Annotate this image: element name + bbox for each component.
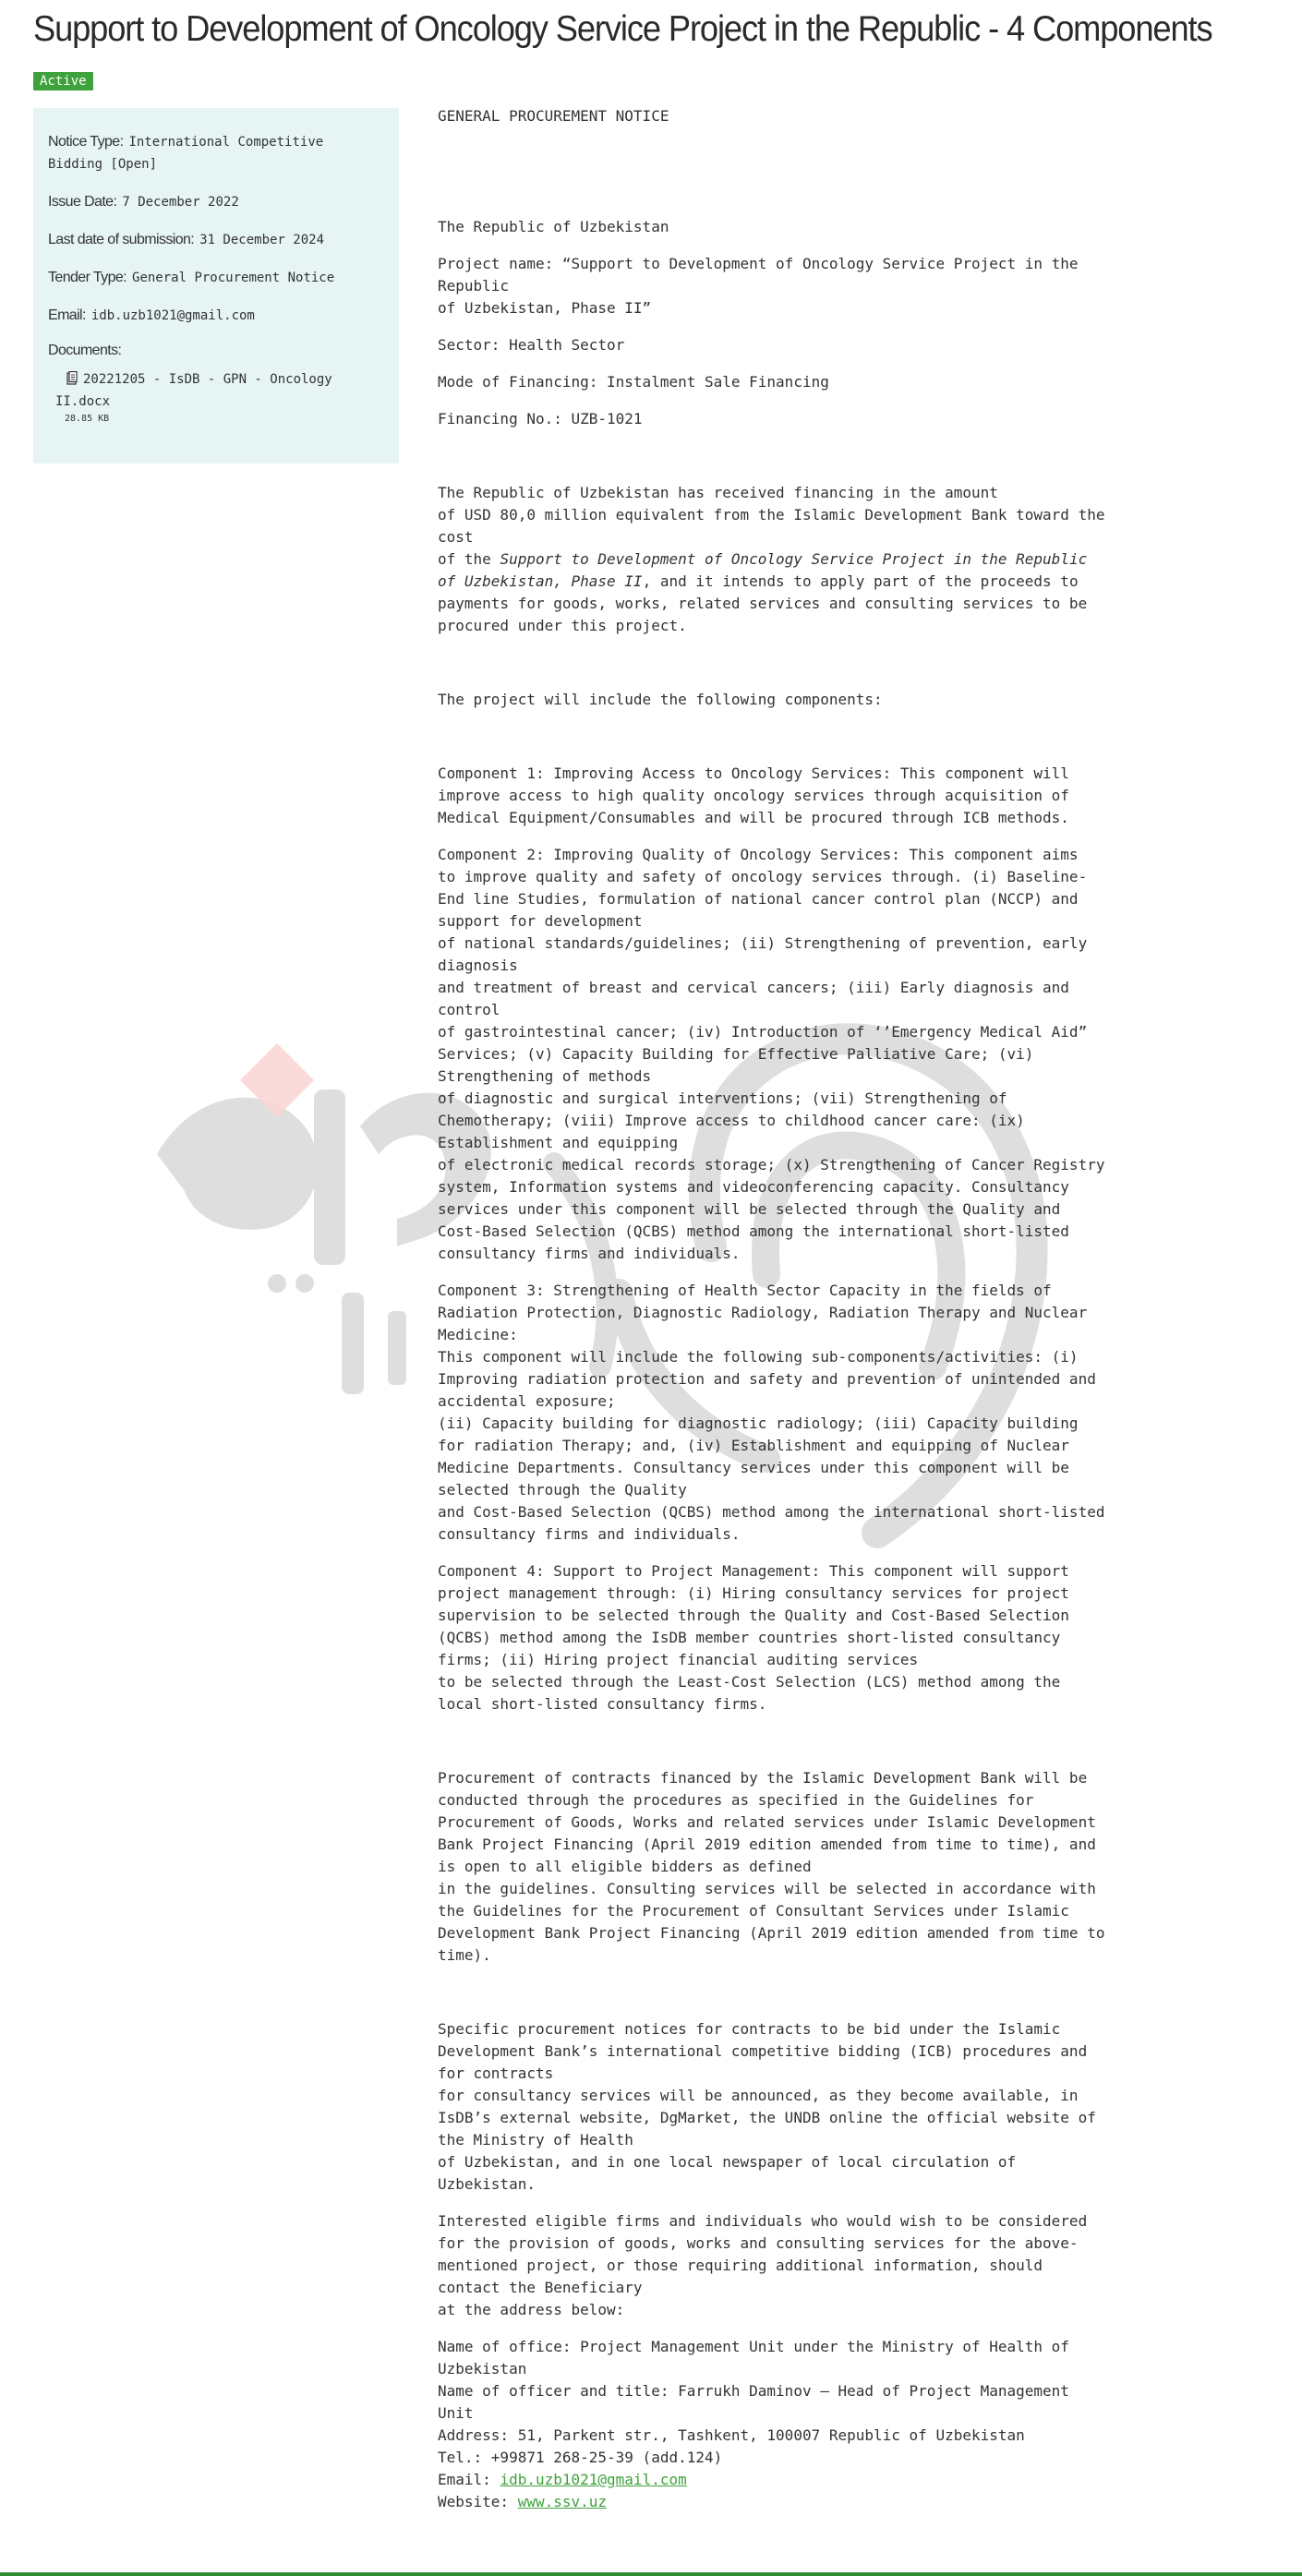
tender-type-row bbox=[48, 267, 384, 289]
component-3: Component 3: Strengthening of Health Sector Capacity in the fields of Radiation Protection, Diagnostic Radiology, Radiation Therapy and Nuclear Medicine: This component will include the following sub-components/activities: (i) Improving radiation protection and safety and prevention of unintended and accidental exposure; (ii) Capacity building for diagnostic radiology; (iii) Capacity building for radiation Therapy; and, (iv) Establishment and equipping of Nuclear Medicine Departments. Consultancy services under this component will be selected through the Quality and Cost-Based Selection (QCBS) method among the international short-listed consultancy firms and individuals. bbox=[438, 1282, 1105, 1543]
procurement-paragraph: Procurement of contracts financed by the Islamic Development Bank will be conducted through the procedures as specified in the Guidelines for Procurement of Goods, Works and related services under Islamic Development Bank Project Financing (April 2019 edition amended from time to time), and is open to all eligible bidders as defined in the guidelines. Consulting services will be selected in accordance with the Guidelines for the Procurement of Consultant Services under Islamic Development Bank Project Financing (April 2019 edition amended from time to time). bbox=[438, 1769, 1105, 1964]
notice-type-label: Notice Type: bbox=[48, 134, 124, 150]
project-name: Project name: “Support to Development of Oncology Service Project in the Republic of Uzbekistan, Phase II” bbox=[438, 255, 1079, 317]
issue-date-label: Issue Date: bbox=[48, 194, 117, 210]
email-label: Email: bbox=[48, 307, 86, 323]
last-date-row bbox=[48, 229, 384, 251]
contact-tel: Tel.: +99871 268-25-39 (add.124) bbox=[438, 2449, 723, 2466]
component-1: Component 1: Improving Access to Oncology Services: This component will improve access to high quality oncology services through acquisition of Medical Equipment/Consumables and will be procured through ICB methods. bbox=[438, 764, 1069, 826]
intro-project-italic: Support to Development of Oncology Service Project in the Republic of Uzbekistan, Phase II bbox=[438, 550, 1088, 590]
document-name-line-1[interactable]: 20221205 - IsDB - GPN - Oncology bbox=[83, 372, 332, 387]
last-date-value: 31 December 2024 bbox=[199, 233, 324, 247]
notice-type-row bbox=[48, 131, 384, 175]
financing-number-line: Financing No.: UZB-1021 bbox=[438, 410, 643, 427]
email-value[interactable]: idb.uzb1021@gmail.com bbox=[90, 308, 255, 323]
document-name-row bbox=[55, 368, 384, 413]
notice-heading: GENERAL PROCUREMENT NOTICE bbox=[438, 107, 669, 125]
notice-type-value-line-1: International Competitive bbox=[128, 135, 324, 150]
contact-email-link[interactable]: idb.uzb1021@gmail.com bbox=[500, 2471, 687, 2488]
notice-details-sidebar bbox=[33, 108, 399, 463]
page-title: Support to Development of Oncology Service Project in the Republic - 4 Components bbox=[33, 9, 1212, 49]
notice-body bbox=[438, 105, 1121, 2513]
sector-line: Sector: Health Sector bbox=[438, 336, 625, 354]
contact-office: Name of office: Project Management Unit under the Ministry of Health of Uzbekistan bbox=[438, 2338, 1069, 2377]
contact-website-row bbox=[438, 2491, 1121, 2513]
interested-firms-paragraph: Interested eligible firms and individuals who would wish to be considered for the provision of goods, works and consulting services for the above- mentioned project, or those requiring additional information, should contact the Beneficiary at the address below: bbox=[438, 2212, 1088, 2318]
tender-type-label: Tender Type: bbox=[48, 270, 127, 285]
document-icon bbox=[66, 370, 78, 384]
component-4: Component 4: Support to Project Management: This component will support project management through: (i) Hiring consultancy services for project supervision to be selected through the Quality and Cost-Based Selection (QCBS) method among the IsDB member countries short-listed consultancy firms; (ii) Hiring project financial auditing services to be selected through the Least-Cost Selection (LCS) method among the local short-listed consultancy firms. bbox=[438, 1562, 1069, 1713]
issue-date-value: 7 December 2022 bbox=[122, 195, 239, 210]
document-link[interactable] bbox=[48, 368, 384, 426]
intro-part-a: The Republic of Uzbekistan has received financing in the amount of USD 80,0 million equivalent from the Islamic Development Bank toward the cost of the bbox=[438, 484, 1105, 568]
intro-part-b: , and it intends to apply part of the proceeds to payments for goods, works, related services and consulting services to be procured under this project. bbox=[438, 572, 1088, 634]
contact-officer: Name of officer and title: Farrukh Daminov – Head of Project Management Unit bbox=[438, 2382, 1069, 2422]
status-badge: Active bbox=[33, 72, 93, 90]
contact-website-link[interactable]: www.ssv.uz bbox=[517, 2493, 608, 2510]
financing-intro-paragraph bbox=[438, 482, 1121, 637]
notice-type-value-line-2: Bidding [Open] bbox=[48, 157, 158, 172]
footer-bar bbox=[0, 2572, 1302, 2576]
documents-label: Documents: bbox=[48, 343, 122, 358]
email-row bbox=[48, 305, 384, 327]
component-2: Component 2: Improving Quality of Oncology Services: This component aims to improve quality and safety of oncology services through. (i) Baseline- End line Studies, formulation of national cancer control plan (NCCP) and support for development of national standards/guidelines; (ii) Strengthening of prevention, early diagnosis and treatment of breast and cervical cancers; (iii) Early diagnosis and control of gastrointestinal cancer; (iv) Introduction of ‘’Emergency Medical Aid” Services; (v) Capacity Building for Effective Palliative Care; (vi) Strengthening of methods of diagnostic and surgical interventions; (vii) Strengthening of Chemotherapy; (viii) Improve access to childhood cancer care: (ix) Establishment and equipping of electronic medical records storage; (x) Strengthening of Cancer Registry system, Information systems and videoconferencing capacity. Consultancy services under this component will be selected through the Quality and Cost-Based Selection (QCBS) method among the international short-listed consultancy firms and individuals. bbox=[438, 846, 1105, 1262]
tender-type-value: General Procurement Notice bbox=[132, 271, 335, 285]
contact-email-label: Email: bbox=[438, 2471, 500, 2488]
country-line: The Republic of Uzbekistan bbox=[438, 218, 669, 235]
contact-website-label: Website: bbox=[438, 2493, 518, 2510]
mode-of-financing-line: Mode of Financing: Instalment Sale Financing bbox=[438, 373, 829, 391]
contact-address: Address: 51, Parkent str., Tashkent, 100007 Republic of Uzbekistan bbox=[438, 2426, 1025, 2444]
components-intro: The project will include the following components: bbox=[438, 691, 883, 708]
specific-notices-paragraph: Specific procurement notices for contracts to be bid under the Islamic Development Bank’s international competitive bidding (ICB) procedures and for contracts for consultancy services will be announced, as they become available, in IsDB’s external website, DgMarket, the UNDB online the official website of the Ministry of Health of Uzbekistan, and in one local newspaper of local circulation of Uzbekistan. bbox=[438, 2020, 1096, 2193]
issue-date-row bbox=[48, 191, 384, 213]
last-date-label: Last date of submission: bbox=[48, 232, 195, 247]
document-name-line-2[interactable]: II.docx bbox=[55, 394, 111, 409]
contact-email-row bbox=[438, 2469, 1121, 2491]
document-size: 28.85 KB bbox=[65, 414, 110, 424]
